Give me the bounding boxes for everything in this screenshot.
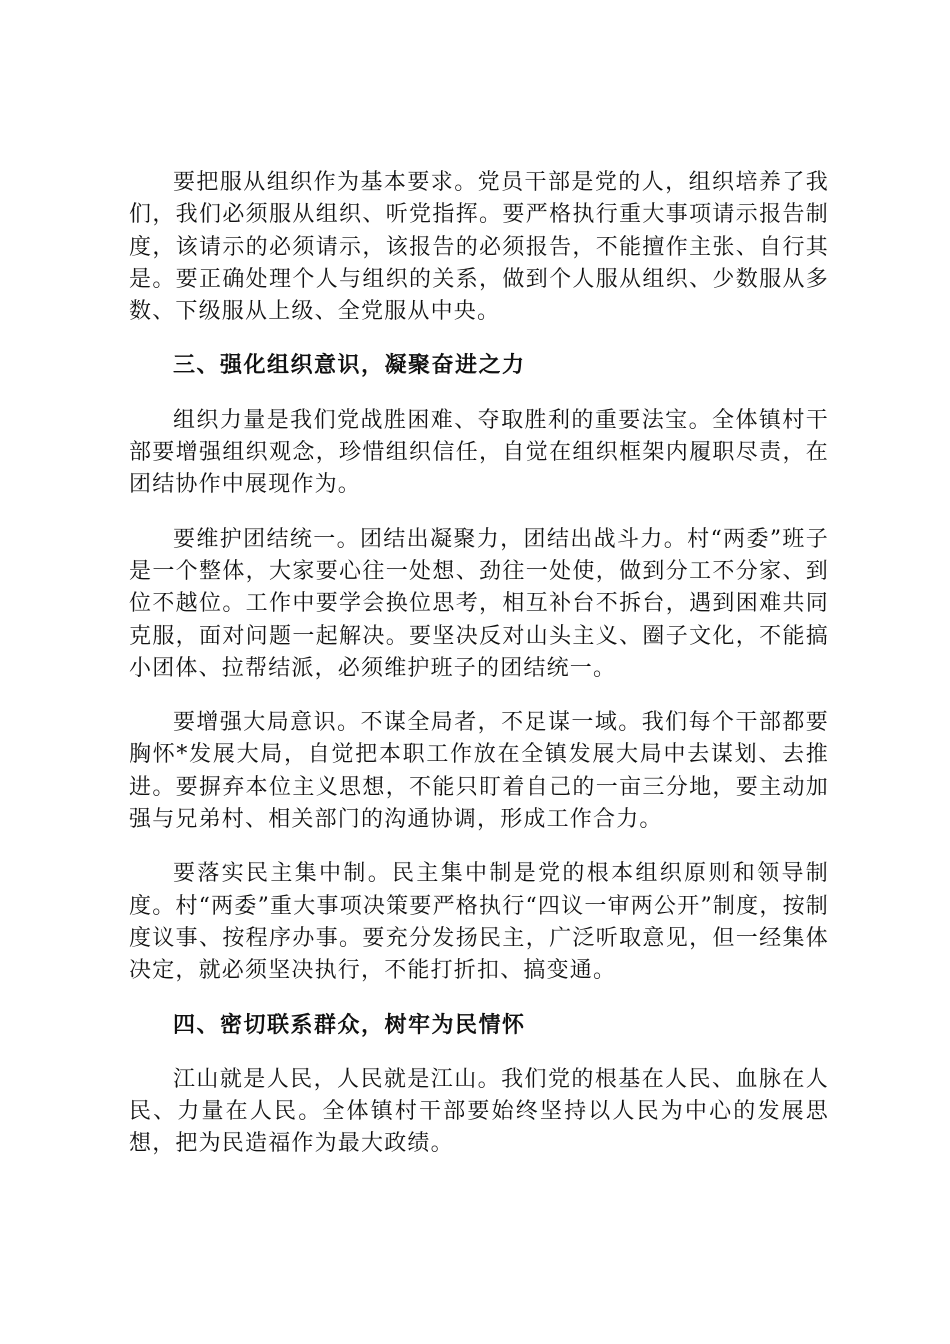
paragraph-obey-organization: 要把服从组织作为基本要求。党员干部是党的人，组织培养了我们，我们必须服从组织、听党指挥。要严格执行重大事项请示报告制度，该请示的必须请示，该报告的必须报告，不能擅作主张、自行其是。要正确处理个人与组织的关系，做到个人服从组织、少数服从多数、下级服从上级、全党服从中央。 — [129, 170, 829, 325]
paragraph-unity: 要维护团结统一。团结出凝聚力，团结出战斗力。村“两委”班子是一个整体，大家要心往一处想、劲往一处使，做到分工不分家、到位不越位。工作中要学会换位思考，相互补台不拆台，遇到困难共同克服，面对问题一起解决。要坚决反对山头主义、圈子文化，不能搞小团体、拉帮结派，必须维护班子的团结统一。 — [129, 526, 829, 681]
paragraph-overall-situation: 要增强大局意识。不谋全局者，不足谋一域。我们每个干部都要胸怀*发展大局，自觉把本职工作放在全镇发展大局中去谋划、去推进。要摒弃本位主义思想，不能只盯着自己的一亩三分地，要主动加强与兄弟村、相关部门的沟通协调，形成工作合力。 — [129, 710, 829, 833]
section-heading-3: 三、强化组织意识，凝聚奋进之力 — [173, 353, 526, 379]
section-heading-4: 四、密切联系群众，树牢为民情怀 — [173, 1012, 526, 1038]
paragraph-organization-strength: 组织力量是我们党战胜困难、夺取胜利的重要法宝。全体镇村干部要增强组织观念，珍惜组织信任，自觉在组织框架内履职尽责，在团结协作中展现作为。 — [129, 407, 829, 498]
document-body — [129, 167, 829, 1183]
paragraph-people: 江山就是人民，人民就是江山。我们党的根基在人民、血脉在人民、力量在人民。全体镇村干部要始终坚持以人民为中心的发展思想，把为民造福作为最大政绩。 — [129, 1066, 829, 1157]
paragraph-democratic-centralism: 要落实民主集中制。民主集中制是党的根本组织原则和领导制度。村“两委”重大事项决策要严格执行“四议一审两公开”制度，按制度议事、按程序办事。要充分发扬民主，广泛听取意见，但一经集体决定，就必须坚决执行，不能打折扣、搞变通。 — [129, 861, 829, 984]
